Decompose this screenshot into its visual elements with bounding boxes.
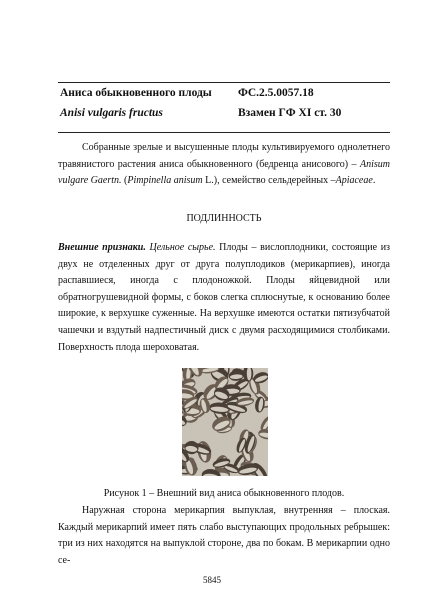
header-top-rule <box>58 82 390 83</box>
external-signs-paragraph: Внешние признаки. Цельное сырье. Плоды – вислоплодники, состоящие из двух не отделенных друг от друга полуплодиков (мерикарпиев), иногда распавшиеся, иногда с плодоножкой. Плоды яйцевидной или обратногрушевидной формы, с боков слегка сплюснутые, к основанию более широкие, к верхушке суженные. На верхушке имеются остатки пятизубчатой чашечки и вздутый надпестичный диск с двумя расходящимися столбиками. Поверхность плода шероховатая. <box>58 242 391 353</box>
header-bottom-rule <box>58 132 390 133</box>
anise-fruits-photo <box>182 368 268 476</box>
figure-caption: Рисунок 1 – Внешний вид аниса обыкновенного плодов. <box>103 488 345 499</box>
replaces-note: Взамен ГФ XI ст. 30 <box>238 107 342 119</box>
section-title: ПОДЛИННОСТЬ <box>186 213 262 224</box>
title-latin: Anisi vulgaris fructus <box>60 107 163 119</box>
anise-fruits-image <box>182 368 268 476</box>
article-code: ФС.2.5.0057.18 <box>238 87 314 99</box>
anise-fruit <box>257 428 268 441</box>
page-number: 5845 <box>203 575 221 585</box>
mericarp-paragraph: Наружная сторона мерикарпия выпуклая, внутренняя – плоская. Каждый мерикарпий имеет пять слабо выступающих продольных ребрышек: три из них находятся на выпуклой стороне, два по бокам. В мерикарпии одно се- <box>58 505 390 566</box>
intro-paragraph: Собранные зрелые и высушенные плоды культивируемого однолетнего травянистого растения аниса обыкновенного (бедренца анисового) – Anisum vulgare Gaertn. (Pimpinella anisum L.), семейство сельдерейных –Apiaceae. <box>58 142 390 187</box>
title-russian: Аниса обыкновенного плоды <box>60 87 212 99</box>
